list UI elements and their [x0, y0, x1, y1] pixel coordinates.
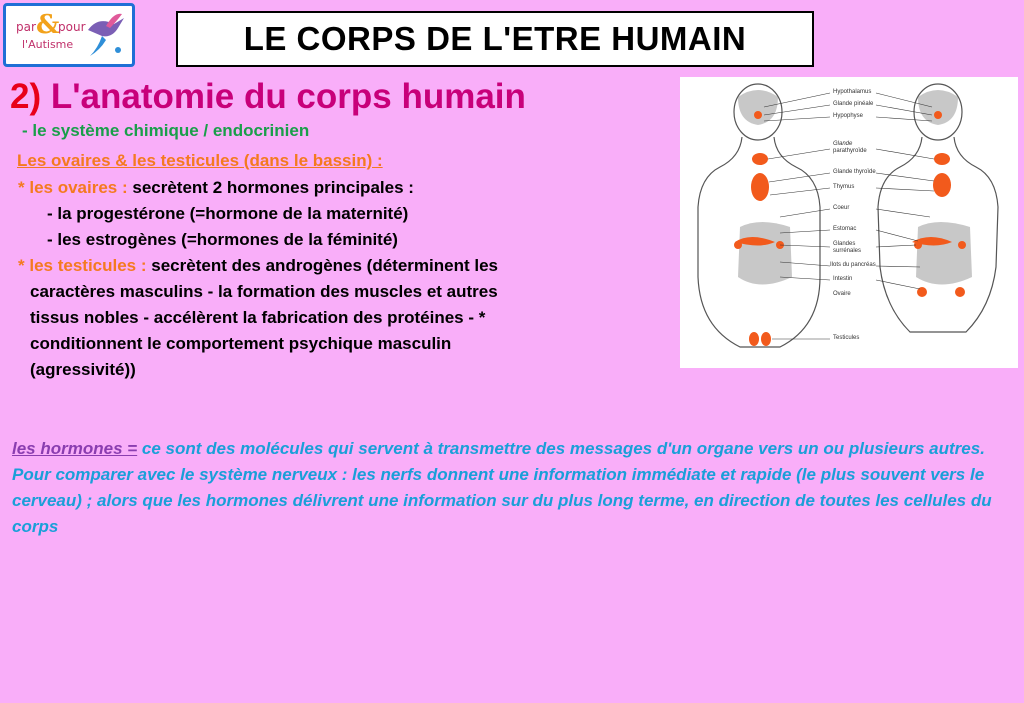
- testicules-label: les testicules :: [29, 256, 147, 275]
- endocrine-anatomy-icon: [680, 77, 1018, 368]
- anatomy-label: Thymus: [833, 184, 855, 190]
- hormones-definition: [12, 436, 1022, 540]
- logo-text-autisme: l'Autisme: [22, 38, 74, 51]
- logo-ampersand: &: [36, 10, 60, 40]
- logo-text-pour: pour: [58, 20, 86, 34]
- definition-comparison: Pour comparer avec le système nerveux : les nerfs donnent une information immédiate et rapide (le plus souvent vers le cerveau) ; alors que les hormones délivrent une information sur du plus long terme, en direction de toutes les cellules du corps: [12, 465, 992, 536]
- anatomy-label: Ovaire: [833, 291, 851, 297]
- anatomy-label: Glande: [833, 141, 853, 147]
- testicules-line: [18, 256, 498, 276]
- anatomy-label: Coeur: [833, 205, 850, 211]
- anatomy-label: Hypothalamus: [833, 89, 872, 95]
- anatomy-label: Glande pinéale: [833, 101, 874, 107]
- ovaires-label: les ovaires :: [29, 178, 128, 197]
- anatomy-label: Intestin: [833, 276, 853, 282]
- anatomy-label: parathyroïde: [833, 148, 867, 154]
- ovaires-item: - la progestérone (=hormone de la maternité): [47, 204, 409, 223]
- heading-number: 2): [10, 77, 42, 116]
- anatomy-label: surrénales: [833, 248, 862, 254]
- testicules-text: (agressivité)): [30, 360, 136, 379]
- anatomy-label: Ilots du pancréas: [830, 262, 876, 268]
- testicules-text: tissus nobles - accélèrent la fabrication des protéines - *: [30, 308, 486, 327]
- ovaires-bullet: *: [18, 178, 25, 197]
- anatomy-label: Testicules: [833, 335, 860, 341]
- endocrine-anatomy-illustration: [680, 77, 1018, 368]
- section-heading: [10, 77, 526, 117]
- anatomy-label: Glandes: [833, 241, 856, 247]
- ovaires-text: secrètent 2 hormones principales :: [132, 178, 414, 197]
- testicules-bullet: *: [18, 256, 25, 275]
- anatomy-label: Glande thyroïde: [833, 169, 876, 175]
- logo-text-par: par: [16, 20, 36, 34]
- anatomy-label: Estomac: [833, 226, 857, 232]
- anatomy-label: Hypophyse: [833, 113, 864, 119]
- logo: [3, 3, 135, 67]
- definition-text: ce sont des molécules qui servent à transmettre des messages d'un organe vers un ou plusieurs autres.: [137, 439, 985, 458]
- page-title: LE CORPS DE L'ETRE HUMAIN: [176, 11, 814, 67]
- heading-text: L'anatomie du corps humain: [50, 77, 526, 116]
- testicules-text: secrètent des androgènes (déterminent les: [151, 256, 498, 275]
- ovaires-line: [18, 178, 414, 198]
- testicules-text: conditionnent le comportement psychique masculin: [30, 334, 452, 353]
- subtitle: - le système chimique / endocrinien: [22, 121, 310, 140]
- hummingbird-icon: [84, 12, 128, 62]
- ovaires-item: - les estrogènes (=hormones de la féminité): [47, 230, 398, 249]
- definition-term: les hormones =: [12, 439, 138, 458]
- testicules-text: caractères masculins - la formation des muscles et autres: [30, 282, 498, 301]
- section-title: Les ovaires & les testicules (dans le bassin) :: [17, 151, 383, 170]
